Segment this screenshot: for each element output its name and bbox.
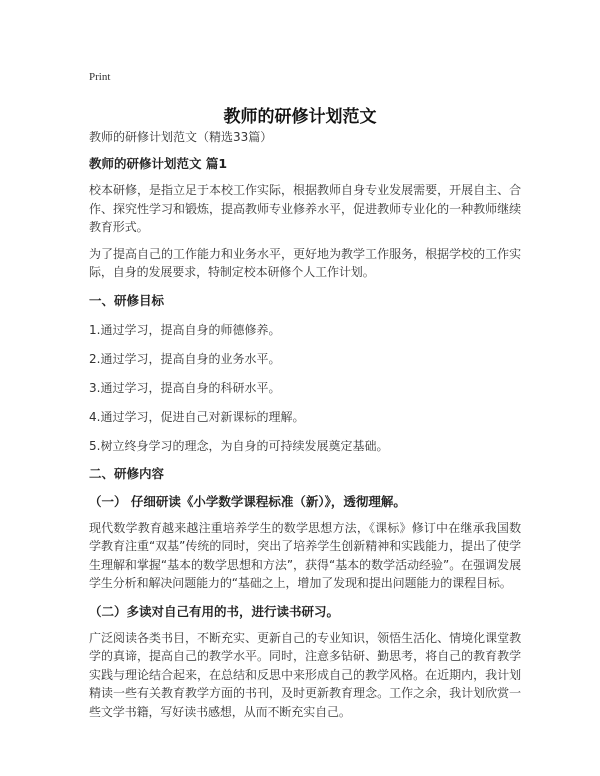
subsection-heading-2: （二）多读对自己有用的书，进行读书研习。	[89, 603, 340, 619]
goal-item: 3.通过学习，提高自身的科研水平。	[89, 380, 281, 395]
goal-item: 4.通过学习，促进自己对新课标的理解。	[89, 409, 305, 424]
goal-item: 5.树立终身学习的理念，为自身的可持续发展奠定基础。	[89, 438, 389, 453]
subsection-paragraph-2: 广泛阅读各类书目，不断充实、更新自己的专业知识，领悟生活化、情境化课堂教学的真谛，提高自己的教学水平。同时，注意多钻研、勤思考，将自己的教育教学实践与理论结合起来，在总结和反思中来形成自己的教学风格。在近期内，我计划精读一些有关教育教学方面的书刊，及时更新教育理念。工作之余，我计划欣赏一些文学书籍，写好读书感想，从而不断充实自己。	[89, 630, 521, 719]
goal-item: 1.通过学习，提高自身的师德修养。	[89, 322, 281, 337]
page-title: 教师的研修计划范文	[223, 107, 377, 127]
intro-paragraph-2: 为了提高自己的工作能力和业务水平，更好地为教学工作服务，根据学校的工作实际，自身的发展要求，特制定校本研修个人工作计划。	[89, 246, 521, 279]
subsection-paragraph-1: 现代数学教育越来越注重培养学生的数学思想方法，《课标》修订中在继承我国数学教育注重“双基”传统的同时，突出了培养学生创新精神和实践能力，提出了使学生理解和掌握“基本的数学思想和方法”，获得“基本的数学活动经验”。在强调发展学生分析和解决问题能力的“基础之上，增加了发现和提出问题能力的课程目标。	[89, 520, 521, 590]
article-subtitle: 教师的研修计划范文（精选33篇）	[89, 130, 273, 144]
article-body	[89, 128, 521, 721]
print-link[interactable]: Print	[89, 71, 111, 83]
subsection-heading-1: （一） 仔细研读《小学数学课程标准（新）》，透彻理解。	[89, 493, 406, 509]
intro-paragraph-1: 校本研修，是指立足于本校工作实际，根据教师自身专业发展需要，开展自主、合作、探究性学习和锻炼，提高教师专业修养水平，促进教师专业化的一种教师继续教育形式。	[89, 183, 521, 234]
goals-list	[89, 321, 521, 455]
chapter-title: 教师的研修计划范文 篇1	[89, 156, 228, 171]
goal-item: 2.通过学习，提高自身的业务水平。	[89, 351, 281, 366]
section-heading-content: 二、研修内容	[89, 465, 165, 481]
section-heading-goals: 一、研修目标	[89, 292, 165, 308]
